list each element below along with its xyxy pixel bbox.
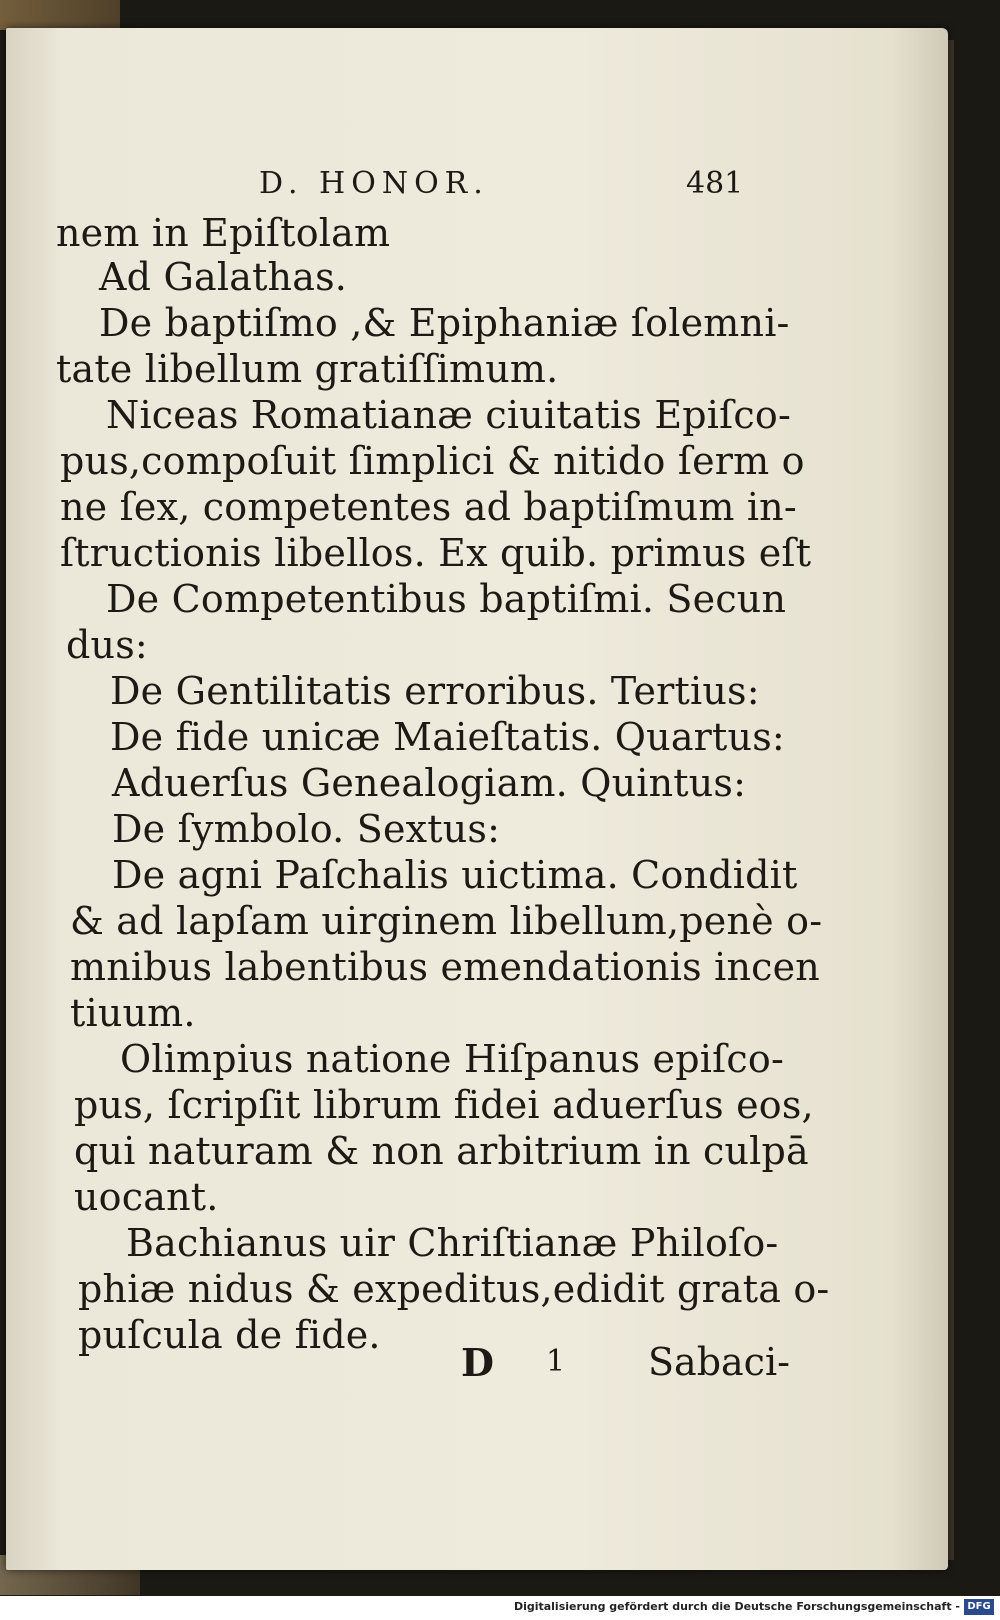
page-edge-shadow [948, 40, 954, 1560]
page-text-block [6, 28, 948, 1570]
text-line: qui naturam & non arbitrium in culpā [74, 1129, 809, 1173]
text-line: Ad Galathas. [99, 255, 348, 299]
text-line: De agni Paſchalis uictima. Condidit [112, 853, 798, 897]
dfg-logo: DFG [964, 1599, 994, 1615]
text-line: phiæ nidus & expeditus,edidit grata o- [78, 1267, 830, 1311]
text-line: pus, ſcripſit librum fidei aduerſus eos, [74, 1083, 814, 1127]
text-line: nem in Epiſtolam [56, 211, 391, 255]
text-line: Bachianus uir Chriſtianæ Philoſo- [126, 1221, 779, 1265]
binding-edge-top [0, 0, 120, 30]
text-line: & ad lapſam uirginem libellum,penè o- [70, 899, 823, 943]
text-line: mnibus labentibus emendationis incen [70, 945, 820, 989]
text-line: pus,compoſuit ſimplici & nitido ſerm o [60, 439, 805, 483]
catchword: Sabaci- [648, 1340, 790, 1384]
text-line: De fide unicæ Maieſtatis. Quartus: [110, 715, 785, 759]
text-line: puſcula de fide. [78, 1313, 381, 1357]
signature-number: 1 [546, 1344, 566, 1379]
text-line: dus: [66, 623, 148, 667]
text-line: Niceas Romatianæ ciuitatis Epiſco- [106, 393, 792, 437]
text-line: De Gentilitatis erroribus. Tertius: [110, 669, 760, 713]
text-line: ſtructionis libellos. Ex quib. primus eſt [60, 531, 812, 575]
book-page [6, 28, 948, 1570]
text-line: De baptiſmo ,& Epiphaniæ ſolemni- [99, 301, 790, 345]
text-line: Olimpius natione Hiſpanus epiſco- [120, 1037, 784, 1081]
page-number: 481 [686, 166, 744, 201]
text-line: uocant. [74, 1175, 219, 1219]
text-line: tiuum. [70, 991, 196, 1035]
text-line: De Competentibus baptiſmi. Secun [106, 577, 787, 621]
text-line: ne ſex, competentes ad baptiſmum in- [60, 485, 797, 529]
text-line: tate libellum gratiſſimum. [56, 347, 559, 391]
running-title: D. HONOR. [259, 166, 489, 201]
signature-mark: D [461, 1340, 494, 1385]
text-line: Aduerſus Genealogiam. Quintus: [112, 761, 747, 805]
text-line: De ſymbolo. Sextus: [112, 807, 501, 851]
funding-credit: Digitalisierung gefördert durch die Deutsche Forschungsgemeinschaft - [513, 1600, 960, 1613]
